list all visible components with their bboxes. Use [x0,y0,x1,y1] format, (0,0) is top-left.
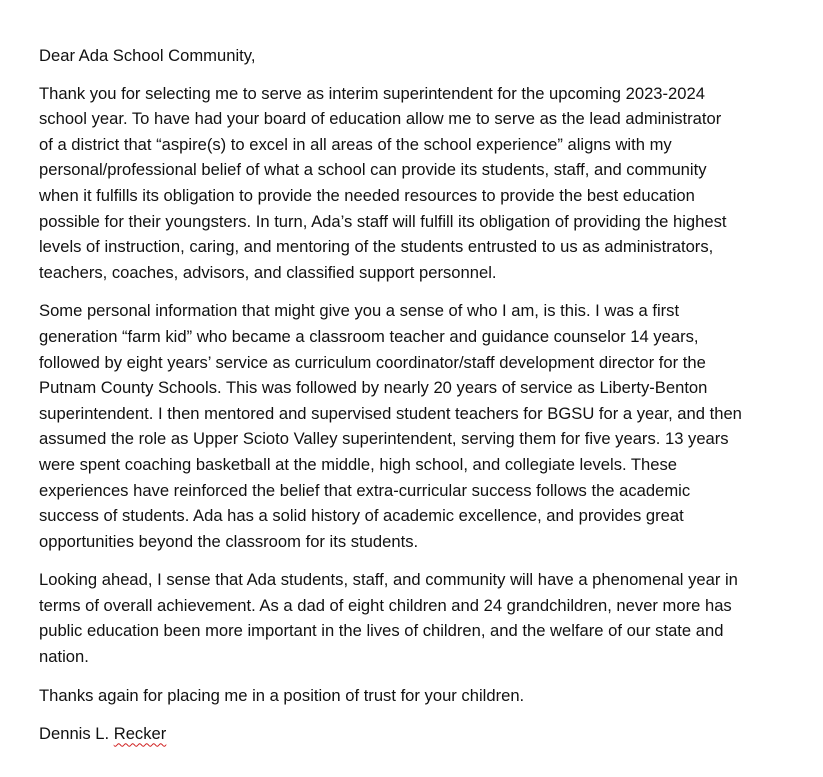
text-line: were spent coaching basketball at the middle, high school, and collegiate levels. These [39,454,678,474]
paragraph-background [39,298,799,554]
closing-line: Thanks again for placing me in a position of trust for your children. [39,685,525,705]
text-line: opportunities beyond the classroom for its students. [39,531,419,551]
text-line: terms of overall achievement. As a dad of eight children and 24 grandchildren, never more has [39,595,732,615]
text-line: followed by eight years’ service as curriculum coordinator/staff development director for the [39,352,706,372]
text-line: personal/professional belief of what a school can provide its students, staff, and community [39,160,707,180]
text-line: generation “farm kid” who became a classroom teacher and guidance counselor 14 years, [39,326,699,346]
signature [39,721,799,747]
text-line: Putnam County Schools. This was followed by nearly 20 years of service as Liberty-Benton [39,378,708,398]
paragraph-intro [39,81,799,286]
text-line: possible for their youngsters. In turn, Ada’s staff will fulfill its obligation of providing the highest [39,211,727,231]
text-line: Some personal information that might give you a sense of who I am, is this. I was a first [39,301,680,321]
text-line: when it fulfills its obligation to provide the needed resources to provide the best education [39,185,695,205]
text-line: Thank you for selecting me to serve as interim superintendent for the upcoming 2023-2024 [39,83,705,103]
paragraph-outlook [39,567,799,669]
text-line: superintendent. I then mentored and supervised student teachers for BGSU for a year, and then [39,403,742,423]
text-line: teachers, coaches, advisors, and classified support personnel. [39,262,497,282]
text-line: public education been more important in the lives of children, and the welfare of our state and [39,621,724,641]
text-line: nation. [39,647,89,667]
text-line: experiences have reinforced the belief that extra-curricular success follows the academic [39,480,691,500]
greeting: Dear Ada School Community, [39,46,256,65]
text-line: school year. To have had your board of education allow me to serve as the lead administrator [39,109,722,129]
text-line: Looking ahead, I sense that Ada students, staff, and community will have a phenomenal year in [39,570,738,590]
text-line: success of students. Ada has a solid history of academic excellence, and provides great [39,506,684,526]
text-line: of a district that “aspire(s) to excel in all areas of the school experience” aligns with my [39,134,672,154]
signature-first-name: Dennis L. [39,724,114,744]
letter-body [39,43,799,747]
signature-last-name-spellcheck[interactable]: Recker [113,724,167,744]
text-line: assumed the role as Upper Scioto Valley superintendent, serving them for five years. 13 years [39,429,729,449]
text-line: levels of instruction, caring, and mentoring of the students entrusted to us as administrators, [39,237,714,257]
